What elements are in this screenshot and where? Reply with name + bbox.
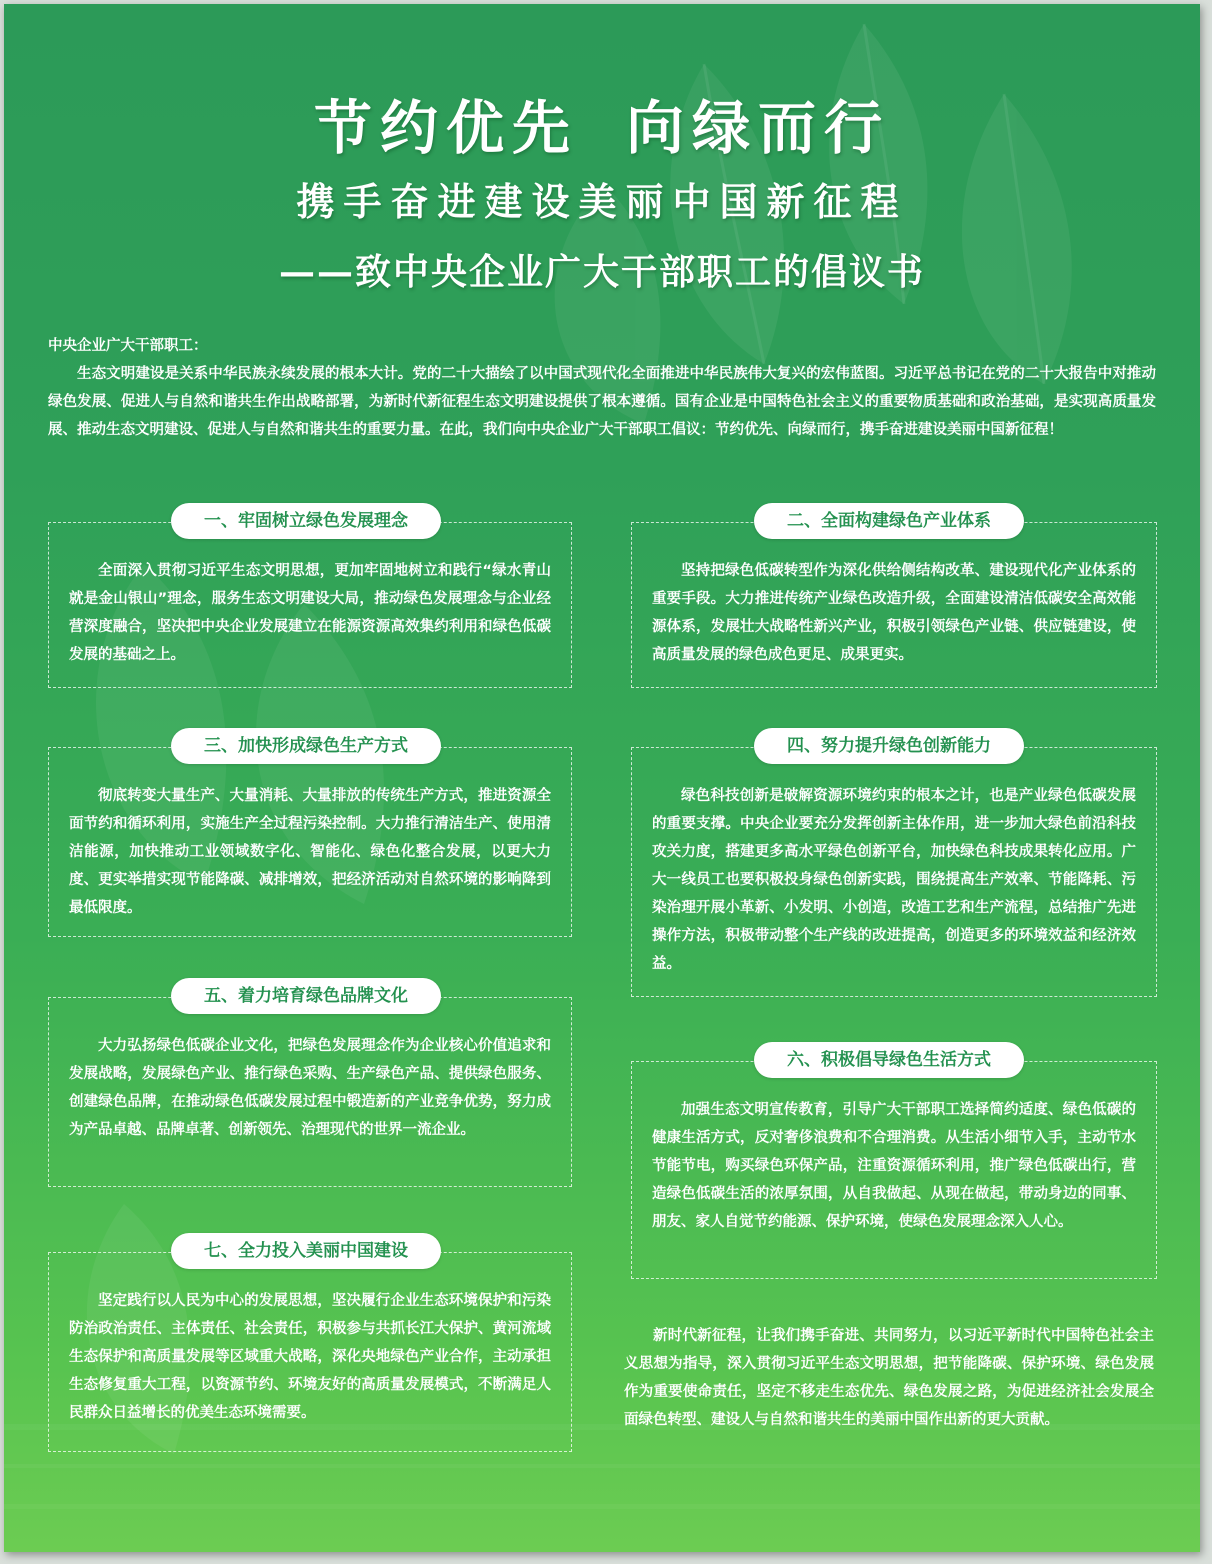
section-3-title: 三、加快形成绿色生产方式	[171, 728, 441, 764]
section-3	[48, 736, 572, 937]
poster	[4, 4, 1200, 1552]
closing-paragraph: 新时代新征程，让我们携手奋进、共同努力，以习近平新时代中国特色社会主义思想为指导，深入贯彻习近平生态文明思想，把节能降碳、保护环境、绿色发展作为重要使命责任，坚定不移走生态优先、绿色发展之路，为促进经济社会发展全面绿色转型、建设人与自然和谐共生的美丽中国作出新的更大贡献。	[624, 1328, 1154, 1428]
section-1	[48, 511, 572, 688]
poster-title	[4, 90, 1200, 166]
section-6	[631, 1050, 1157, 1279]
intro-paragraph: 生态文明建设是关系中华民族永续发展的根本大计。党的二十大描绘了以中国式现代化全面推进中华民族伟大复兴的宏伟蓝图。习近平总书记在党的二十大报告中对推动绿色发展、促进人与自然和谐共生作出战略部署，为新时代新征程生态文明建设提供了根本遵循。国有企业是中国特色社会主义的重要物质基础和政治基础，是实现高质量发展、推动生态文明建设、促进人与自然和谐共生的重要力量。在此，我们向中央企业广大干部职工倡议：节约优先、向绿而行，携手奋进建设美丽中国新征程！	[48, 366, 1156, 438]
section-3-body: 彻底转变大量生产、大量消耗、大量排放的传统生产方式，推进资源全面节约和循环利用，实施生产全过程污染控制。大力推行清洁生产、使用清洁能源，加快推动工业领域数字化、智能化、绿色化整合发展，以更大力度、更实举措实现节能降碳、减排增效，把经济活动对自然环境的影响降到最低限度。	[69, 788, 551, 916]
section-4-body: 绿色科技创新是破解资源环境约束的根本之计，也是产业绿色低碳发展的重要支撑。中央企业要充分发挥创新主体作用，进一步加大绿色前沿科技攻关力度，搭建更多高水平绿色创新平台，加快绿色科技成果转化应用。广大一线员工也要积极投身绿色创新实践，围绕提高生产效率、节能降耗、污染治理开展小革新、小发明、小创造，改造工艺和生产流程，总结推广先进操作方法，积极带动整个生产线的改进提高，创造更多的环境效益和经济效益。	[652, 788, 1136, 972]
section-4-title: 四、努力提升绿色创新能力	[754, 728, 1024, 764]
section-1-body: 全面深入贯彻习近平生态文明思想，更加牢固地树立和践行“绿水青山就是金山银山”理念，服务生态文明建设大局，推动绿色发展理念与企业经营深度融合，坚决把中央企业发展建立在能源资源高效集约利用和绿色低碳发展的基础之上。	[69, 563, 551, 663]
poster-subtitle: 携手奋进建设美丽中国新征程	[296, 180, 908, 224]
section-7	[48, 1241, 572, 1452]
section-2-body: 坚持把绿色低碳转型作为深化供给侧结构改革、建设现代化产业体系的重要手段。大力推进传统产业绿色改造升级，全面建设清洁低碳安全高效能源体系，发展壮大战略性新兴产业，积极引领绿色产业链、供应链建设，使高质量发展的绿色成色更足、成果更实。	[652, 563, 1136, 663]
section-2	[631, 511, 1157, 688]
section-7-title: 七、全力投入美丽中国建设	[171, 1233, 441, 1269]
poster-subtitle-dedication: ——致中央企业广大干部职工的倡议书	[278, 251, 925, 293]
closing-block	[624, 1322, 1154, 1434]
section-2-title: 二、全面构建绿色产业体系	[754, 503, 1024, 539]
section-7-body: 坚定践行以人民为中心的发展思想，坚决履行企业生态环境保护和污染防治政治责任、主体责任、社会责任，积极参与共抓长江大保护、黄河流域生态保护和高质量发展等区域重大战略，深化央地绿色产业合作，主动承担生态修复重大工程，以资源节约、环境友好的高质量发展模式，不断满足人民群众日益增长的优美生态环境需要。	[69, 1293, 551, 1421]
section-5	[48, 986, 572, 1187]
section-5-title: 五、着力培育绿色品牌文化	[171, 978, 441, 1014]
title-part1: 节约优先	[313, 94, 578, 162]
section-4	[631, 736, 1157, 997]
intro-greeting: 中央企业广大干部职工：	[48, 338, 208, 354]
title-part2: 向绿而行	[626, 94, 891, 162]
section-5-body: 大力弘扬绿色低碳企业文化，把绿色发展理念作为企业核心价值追求和发展战略，发展绿色产业、推行绿色采购、生产绿色产品、提供绿色服务、创建绿色品牌，在推动绿色低碳发展过程中锻造新的产业竞争优势，努力成为产品卓越、品牌卓著、创新领先、治理现代的世界一流企业。	[69, 1038, 551, 1138]
section-6-body: 加强生态文明宣传教育，引导广大干部职工选择简约适度、绿色低碳的健康生活方式，反对奢侈浪费和不合理消费。从生活小细节入手，主动节水节能节电，购买绿色环保产品，注重资源循环利用，推广绿色低碳出行，营造绿色低碳生活的浓厚氛围，从自我做起、从现在做起，带动身边的同事、朋友、家人自觉节约能源、保护环境，使绿色发展理念深入人心。	[652, 1102, 1136, 1230]
section-6-title: 六、积极倡导绿色生活方式	[754, 1042, 1024, 1078]
intro-block	[48, 332, 1156, 444]
section-1-title: 一、牢固树立绿色发展理念	[171, 503, 441, 539]
